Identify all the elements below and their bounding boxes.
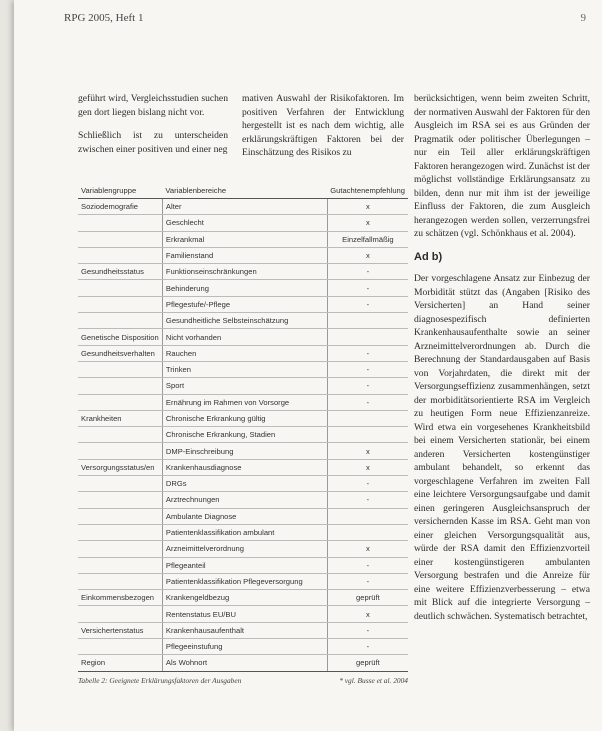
table-cell: Gesundheitsstatus — [78, 264, 162, 280]
text-column-right — [414, 92, 590, 633]
table-row — [78, 378, 408, 394]
table-cell: x — [327, 215, 408, 231]
table-cell: - — [327, 622, 408, 638]
table-cell: Soziodemografie — [78, 199, 162, 215]
text-column-left — [78, 92, 228, 166]
table-cell: Nicht vorhanden — [162, 329, 327, 345]
table-cell: Rauchen — [162, 345, 327, 361]
table-cell: Region — [78, 655, 162, 671]
table-cell — [78, 394, 162, 410]
paragraph: Der vorgeschlagene Ansatz zur Einbezug der Morbidität stützt das (Angaben [Risiko des Versicherten] an Hand seiner diagnosespezifisch definierten Krankenhausaufenthalte sowie an seiner Arzneimittelverordnungen ab. Durch die Berechnung der Standardausgaben auf Basis von Vorjahrdaten, die direkt mit der Versorgungseffizienz zusammenhängen, setzt der morbiditätsorientierte RSA im Vergleich zu heutigen Form neue Effizienzanreize. Wird etwa ein vorgesehenes Krankheitsbild bei einem Versicherten stationär, bei einem anderen Versicherten kostengünstiger ambulant behandelt, so erkennt das vorgeschlagene Verfahren im zweiten Fall eine leichtere Versorgungsaufgabe und damit einen geringeren Ausgleichsanspruch der versichernden Kasse im RSA. Geht man von einer gleichen Versorgungsqualität aus, würde der RSA damit den Effizienzvorteil einer kostengünstigeren ambulanten Versorgung bestrafen und die Anreize für eine weitere Effizienzverbesserung – etwa mit Blick auf die integrierte Versorgung – deutlich schwächen. Systematisch betrachtet, — [414, 273, 590, 622]
page-number: 9 — [580, 12, 586, 24]
table-cell — [78, 313, 162, 329]
table-row — [78, 394, 408, 410]
table-cell: - — [327, 296, 408, 312]
table-cell: Krankenhausdiagnose — [162, 459, 327, 475]
table-cell — [78, 361, 162, 377]
table-cell — [327, 508, 408, 524]
table-row — [78, 606, 408, 622]
table-cell — [327, 313, 408, 329]
table-header-row — [78, 182, 408, 199]
table-cell: Ernährung im Rahmen von Vorsorge — [162, 394, 327, 410]
table-cell: Rentenstatus EU/BU — [162, 606, 327, 622]
table-cell: Patientenklassifikation Pflegeversorgung — [162, 573, 327, 589]
table-cell: Gesundheitsverhalten — [78, 345, 162, 361]
table-cell: - — [327, 345, 408, 361]
caption-text: Tabelle 2: Geeignete Erklärungsfaktoren der Ausgaben — [78, 676, 242, 685]
table-cell: Chronische Erkrankung gültig — [162, 410, 327, 426]
table-row — [78, 199, 408, 215]
table-cell — [78, 606, 162, 622]
table-cell: Krankenhausaufenthalt — [162, 622, 327, 638]
paragraph: mativen Auswahl der Risikofaktoren. Im positiven Verfahren der Entwicklung hergestellt ist es nach dem wichtig, alle erklärungskräftigen Faktoren bei der Einschätzung des Risikos zu — [242, 93, 404, 158]
table-row — [78, 459, 408, 475]
table-cell: x — [327, 247, 408, 263]
table-cell: Patientenklassifikation ambulant — [162, 524, 327, 540]
table-cell: Sport — [162, 378, 327, 394]
table-row — [78, 247, 408, 263]
paragraph: geführt wird, Vergleichsstudien suchen gen dort liegen bislang nicht vor. — [78, 93, 228, 118]
table-row — [78, 361, 408, 377]
document-page — [14, 0, 602, 731]
table-row — [78, 492, 408, 508]
table-row — [78, 215, 408, 231]
table-row — [78, 476, 408, 492]
table-cell: geprüft — [327, 655, 408, 671]
table-cell — [78, 247, 162, 263]
table-cell — [327, 329, 408, 345]
table-cell — [78, 280, 162, 296]
table-cell: Pflegestufe/-Pflege — [162, 296, 327, 312]
table-cell — [78, 524, 162, 540]
table-cell — [78, 557, 162, 573]
table-row — [78, 557, 408, 573]
table-cell: - — [327, 280, 408, 296]
table-cell: Funktionseinschränkungen — [162, 264, 327, 280]
table-cell: Gesundheitliche Selbsteinschätzung — [162, 313, 327, 329]
table-row — [78, 329, 408, 345]
table-cell: Als Wohnort — [162, 655, 327, 671]
table-row — [78, 590, 408, 606]
caption-source: * vgl. Busse et al. 2004 — [339, 676, 408, 685]
table-cell — [78, 492, 162, 508]
table-row — [78, 443, 408, 459]
table-row — [78, 622, 408, 638]
table-row — [78, 345, 408, 361]
table-cell: Erkrankmal — [162, 231, 327, 247]
table-row — [78, 264, 408, 280]
table-cell: - — [327, 476, 408, 492]
table-cell — [327, 427, 408, 443]
table-cell: - — [327, 639, 408, 655]
table-cell: Krankengeldbezug — [162, 590, 327, 606]
table-cell: - — [327, 378, 408, 394]
table-row — [78, 296, 408, 312]
table-row — [78, 508, 408, 524]
table-cell: Geschlecht — [162, 215, 327, 231]
table-row — [78, 524, 408, 540]
table-row — [78, 655, 408, 671]
table-row — [78, 231, 408, 247]
running-header: RPG 2005, Heft 1 — [64, 12, 144, 24]
table-cell — [78, 541, 162, 557]
paragraph: Schließlich ist zu unterscheiden zwischen einer positiven und einer neg — [78, 130, 228, 155]
table-cell — [78, 215, 162, 231]
table-cell: Einkommensbezogen — [78, 590, 162, 606]
text-column-middle — [242, 92, 404, 170]
factors-table — [78, 182, 408, 672]
table-cell: - — [327, 557, 408, 573]
table-cell: Chronische Erkrankung, Stadien — [162, 427, 327, 443]
section-heading: Ad b) — [414, 250, 443, 263]
table-cell — [78, 508, 162, 524]
table-row — [78, 639, 408, 655]
table-cell: x — [327, 443, 408, 459]
table-cell: x — [327, 199, 408, 215]
table-cell — [78, 476, 162, 492]
table-cell — [78, 443, 162, 459]
table-cell: Genetische Disposition — [78, 329, 162, 345]
table-cell: - — [327, 492, 408, 508]
table-cell — [78, 231, 162, 247]
table-cell: - — [327, 573, 408, 589]
table-cell: Pflegeeinstufung — [162, 639, 327, 655]
column-header: Variablengruppe — [78, 182, 162, 199]
table-cell: x — [327, 606, 408, 622]
table-cell — [78, 296, 162, 312]
table-cell: Einzelfallmäßig — [327, 231, 408, 247]
table-cell — [78, 639, 162, 655]
table-cell: - — [327, 394, 408, 410]
table-cell: Behinderung — [162, 280, 327, 296]
paragraph: berücksichtigen, wenn beim zweiten Schritt, der normativen Auswahl der Faktoren für den Ausgleich im RSA sei es aus Gründen der Pragmatik oder politischer Überlegungen – nur ein Teil aller erklärungskräftigen Faktoren herangezogen wird. Zunächst ist der möglichst vollständige Erklärungsansatz zu bilden, denn nur mit ihm ist der jeweilige Einfluss der Faktoren, die zum Ausgleich herangezogen werden sollen, verzerrungsfrei zu schätzen (vgl. Schönkhaus et al. 2004). — [414, 93, 590, 239]
table-cell: - — [327, 361, 408, 377]
table-cell: geprüft — [327, 590, 408, 606]
table-row — [78, 427, 408, 443]
table-row — [78, 280, 408, 296]
table-cell: Pflegeanteil — [162, 557, 327, 573]
table-row — [78, 313, 408, 329]
table-cell: Arztrechnungen — [162, 492, 327, 508]
table-cell — [78, 427, 162, 443]
table-cell: Arzneimittelverordnung — [162, 541, 327, 557]
table-cell: - — [327, 264, 408, 280]
table-row — [78, 410, 408, 426]
table-row — [78, 541, 408, 557]
column-header: Gutachtenempfehlung — [327, 182, 408, 199]
table-cell: x — [327, 541, 408, 557]
table-cell: DMP-Einschreibung — [162, 443, 327, 459]
table-cell: Familienstand — [162, 247, 327, 263]
table-cell: Trinken — [162, 361, 327, 377]
table-cell — [327, 524, 408, 540]
table-cell: Ambulante Diagnose — [162, 508, 327, 524]
table-row — [78, 573, 408, 589]
table-cell: Versichertenstatus — [78, 622, 162, 638]
table-cell — [78, 573, 162, 589]
table-caption — [78, 676, 408, 685]
table-cell — [327, 410, 408, 426]
table-cell — [78, 378, 162, 394]
column-header: Variablenbereiche — [162, 182, 327, 199]
table-cell: x — [327, 459, 408, 475]
table-cell: Alter — [162, 199, 327, 215]
table-cell: DRGs — [162, 476, 327, 492]
table-cell: Krankheiten — [78, 410, 162, 426]
table-cell: Versorgungsstatus/en — [78, 459, 162, 475]
